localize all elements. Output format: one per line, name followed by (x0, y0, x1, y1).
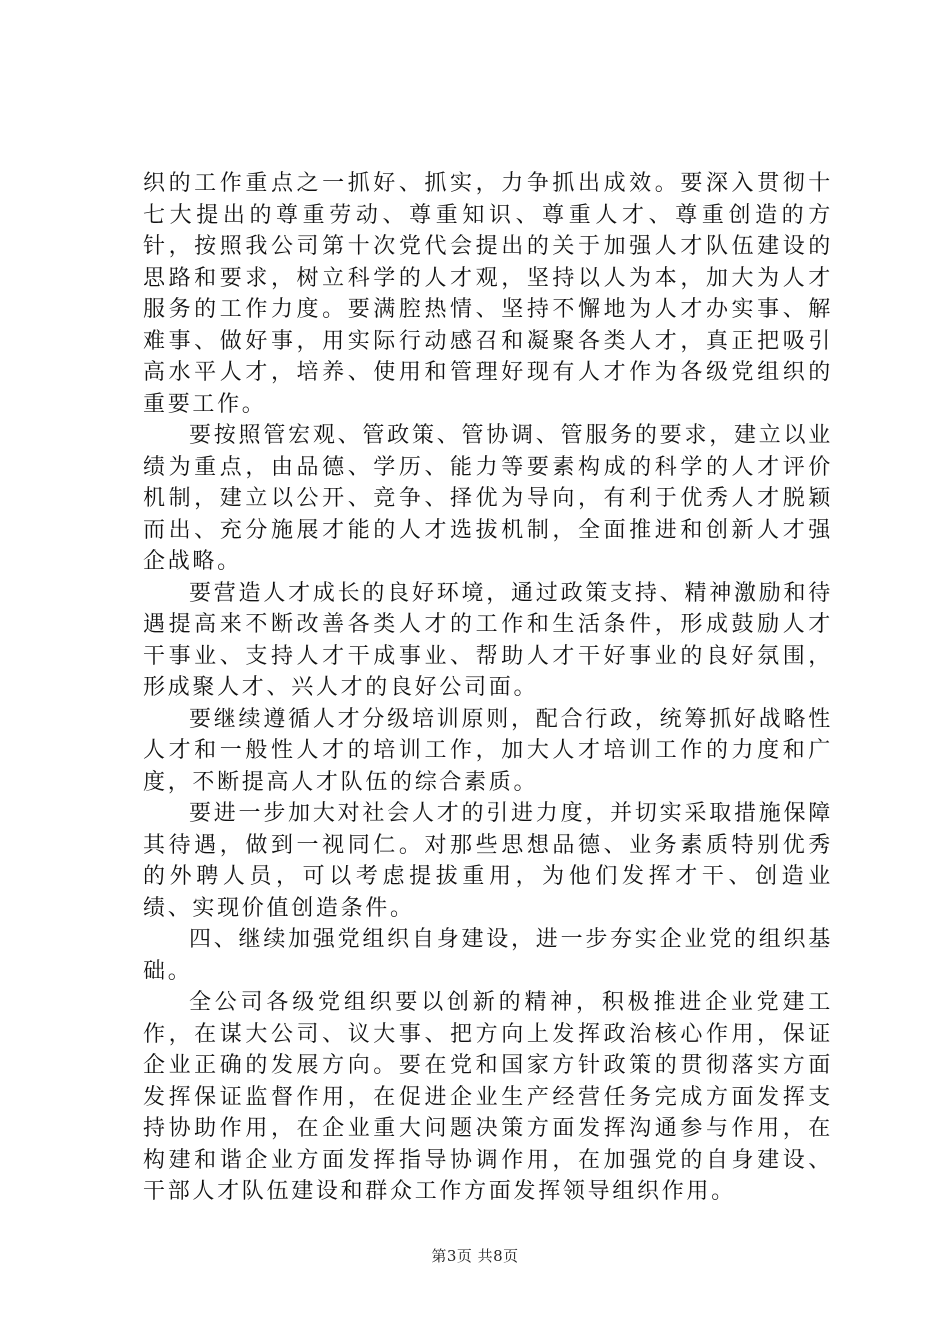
paragraph-talent-introduction: 要进一步加大对社会人才的引进力度，并切实采取措施保障其待遇，做到一视同仁。对那些思想品德、业务素质特别优秀的外聘人员，可以考虑提拔重用，为他们发挥才干、创造业绩、实现价值创造条件。 (143, 801, 833, 921)
paragraph-party-building: 全公司各级党组织要以创新的精神，积极推进企业党建工作，在谋大公司、议大事、把方向上发挥政治核心作用，保证企业正确的发展方向。要在党和国家方针政策的贯彻落实方面发挥保证监督作用，在促进企业生产经营任务完成方面发挥支持协助作用，在企业重大问题决策方面发挥沟通参与作用，在构建和谐企业方面发挥指导协调作用，在加强党的自身建设、干部人才队伍建设和群众工作方面发挥领导组织作用。 (143, 990, 833, 1204)
section-heading-four: 四、继续加强党组织自身建设，进一步夯实企业党的组织基础。 (143, 927, 833, 984)
document-body (143, 168, 833, 1208)
page-number-footer: 第3页 共8页 (431, 1247, 519, 1265)
paragraph-talent-environment: 要营造人才成长的良好环境，通过政策支持、精神激励和待遇提高来不断改善各类人才的工作和生活条件，形成鼓励人才干事业、支持人才干成事业、帮助人才干好事业的良好氛围，形成聚人才、兴人才的良好公司面。 (143, 580, 833, 700)
paragraph-talent-training: 要继续遵循人才分级培训原则，配合行政，统筹抓好战略性人才和一般性人才的培训工作，加大人才培训工作的力度和广度，不断提高人才队伍的综合素质。 (143, 706, 833, 795)
paragraph-talent-evaluation: 要按照管宏观、管政策、管协调、管服务的要求，建立以业绩为重点，由品德、学历、能力等要素构成的科学的人才评价机制，建立以公开、竞争、择优为导向，有利于优秀人才脱颖而出、充分施展才能的人才选拔机制，全面推进和创新人才强企战略。 (143, 423, 833, 574)
paragraph-continued: 织的工作重点之一抓好、抓实，力争抓出成效。要深入贯彻十七大提出的尊重劳动、尊重知识、尊重人才、尊重创造的方针，按照我公司第十次党代会提出的关于加强人才队伍建设的思路和要求，树立科学的人才观，坚持以人为本，加大为人才服务的工作力度。要满腔热情、坚持不懈地为人才办实事、解难事、做好事，用实际行动感召和凝聚各类人才，真正把吸引高水平人才，培养、使用和管理好现有人才作为各级党组织的重要工作。 (143, 171, 833, 417)
